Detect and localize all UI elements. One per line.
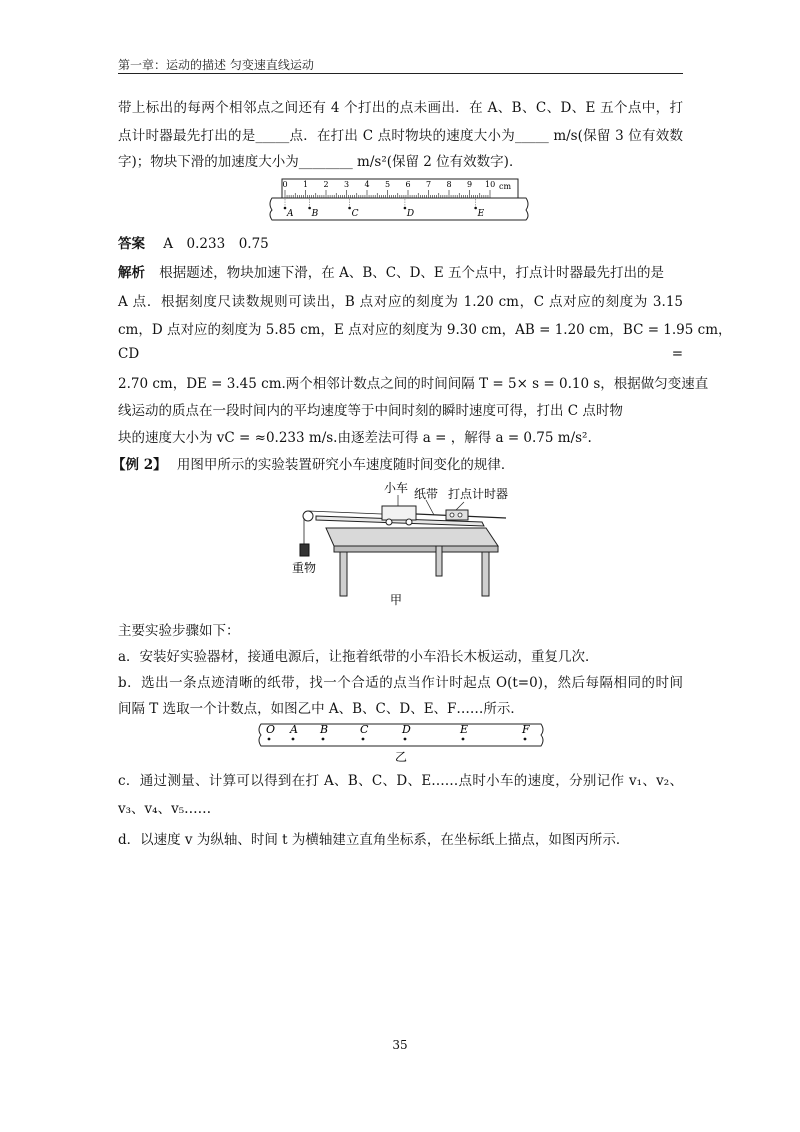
answer-line bbox=[118, 232, 683, 252]
ruler-tick-label: 6 bbox=[405, 180, 411, 189]
timer-knob bbox=[450, 513, 454, 517]
tape-point bbox=[474, 207, 477, 210]
question-line-3: 字)；物块下滑的加速度大小为________ m/s²(保留 2 位有效数字)． bbox=[118, 154, 523, 170]
page-number: 35 bbox=[392, 1038, 408, 1052]
ruler-tick-label: 7 bbox=[426, 180, 432, 189]
step-c-line-1: c．通过测量、计算可以得到在打 A、B、C、D、E……点时小车的速度，分别记作 v₁、v₂、 bbox=[118, 773, 683, 789]
analysis-line-3: cm，D 点对应的刻度为 5.85 cm，E 点对应的刻度为 9.30 cm，AB = 1.20 cm，BC = 1.95 cm， bbox=[118, 322, 732, 338]
paper-tape bbox=[259, 724, 543, 746]
tape-label: 纸带 bbox=[414, 487, 439, 501]
weight-block bbox=[300, 544, 309, 556]
table-edge bbox=[334, 546, 498, 552]
question-line-1: 带上标出的每两个相邻点之间还有 4 个打出的点未画出．在 A、B、C、D、E 五个点中，打 bbox=[118, 100, 683, 116]
string bbox=[308, 511, 382, 514]
ruler-tick-label: 10 bbox=[485, 180, 496, 189]
count-point-label: B bbox=[320, 723, 329, 736]
tape-point-label: B bbox=[311, 209, 319, 219]
count-point-label: E bbox=[460, 723, 469, 736]
analysis-equals: = bbox=[671, 346, 683, 362]
tape-point-label: A bbox=[287, 209, 294, 219]
ruler-unit-label: cm bbox=[499, 182, 512, 191]
step-d: d．以速度 v 为纵轴、时间 t 为横轴建立直角坐标系，在坐标纸上描点，如图丙所示． bbox=[118, 832, 630, 848]
analysis-text-1: 根据题述，物块加速下滑，在 A、B、C、D、E 五个点中，打点计时器最先打出的是 bbox=[159, 265, 665, 281]
table-leg bbox=[436, 546, 442, 576]
table-leg bbox=[482, 552, 489, 596]
count-point bbox=[362, 738, 365, 741]
weight-label: 重物 bbox=[292, 561, 317, 575]
table-leg bbox=[340, 552, 347, 596]
count-point-label: F bbox=[522, 723, 530, 736]
tape-point bbox=[348, 207, 351, 210]
table-top bbox=[326, 528, 498, 546]
figure-jia-caption: 甲 bbox=[390, 593, 403, 607]
analysis-line-6: 线运动的质点在一段时间内的平均速度等于中间时刻的瞬时速度可得，打出 C 点时物 bbox=[118, 403, 623, 419]
count-point bbox=[268, 738, 271, 741]
paper-tape bbox=[270, 198, 528, 220]
ruler-tick-label: 4 bbox=[364, 180, 370, 189]
example-2-line bbox=[112, 453, 677, 473]
ruler-tick-label: 8 bbox=[446, 180, 452, 189]
count-point bbox=[524, 738, 527, 741]
ruler-tick-label: 5 bbox=[385, 180, 391, 189]
apparatus-figure bbox=[286, 478, 512, 610]
step-b-line-1: b．选出一条点迹清晰的纸带，找一个合适的点当作计时起点 O(t=0)，然后每隔相同的时间 bbox=[118, 675, 683, 691]
pulley bbox=[303, 511, 313, 521]
ruler-tick-label: 3 bbox=[344, 180, 350, 189]
analysis-line-7: 块的速度大小为 vC = ≈0.233 m/s.由逐差法可得 a = ，解得 a = 0.75 m/s². bbox=[118, 430, 592, 446]
answer-values: A 0.233 0.75 bbox=[163, 236, 269, 252]
ruler-tape-figure bbox=[268, 174, 530, 222]
count-point bbox=[404, 738, 407, 741]
timer-label: 打点计时器 bbox=[448, 487, 509, 501]
cart-wheel bbox=[406, 519, 412, 525]
count-point-label: A bbox=[290, 723, 298, 736]
tape-point bbox=[284, 207, 287, 210]
ruler-tick-label: 1 bbox=[303, 180, 309, 189]
cart-body bbox=[382, 506, 416, 520]
cart-label: 小车 bbox=[384, 481, 409, 495]
analysis-line-1 bbox=[118, 261, 683, 281]
tape-point bbox=[404, 207, 407, 210]
ruler-tick-label: 9 bbox=[467, 180, 473, 189]
timer-leader bbox=[456, 502, 464, 510]
count-point bbox=[462, 738, 465, 741]
count-point-label: C bbox=[360, 723, 369, 736]
analysis-line-5: 2.70 cm，DE = 3.45 cm.两个相邻计数点之间的时间间隔 T = 5× s = 0.10 s，根据做匀变速直 bbox=[118, 376, 709, 392]
analysis-line-2: A 点．根据刻度尺读数规则可读出，B 点对应的刻度为 1.20 cm，C 点对应的刻度为 3.15 bbox=[118, 294, 683, 310]
tape-point-label: C bbox=[351, 209, 359, 219]
analysis-label: 解析 bbox=[118, 265, 145, 281]
ruler-tick-label: 2 bbox=[323, 180, 329, 189]
question-line-2: 点计时器最先打出的是_____点．在打出 C 点时物块的速度大小为_____ m/s(保留 3 位有效数 bbox=[118, 128, 683, 144]
tape-points-figure bbox=[255, 718, 547, 762]
cart-wheel bbox=[386, 519, 392, 525]
count-point bbox=[322, 738, 325, 741]
analysis-line-4 bbox=[118, 346, 683, 362]
example-2-text: 用图甲所示的实验装置研究小车速度随时间变化的规律． bbox=[176, 457, 515, 473]
header-divider bbox=[118, 73, 683, 74]
example-2-label: 【例 2】 bbox=[112, 457, 167, 473]
ruler-tick-label: 0 bbox=[282, 180, 288, 189]
count-point bbox=[292, 738, 295, 741]
answer-label: 答案 bbox=[118, 236, 145, 252]
spark-timer bbox=[446, 510, 468, 520]
count-point-label: O bbox=[266, 723, 276, 736]
analysis-cd: CD bbox=[118, 346, 140, 362]
count-point-label: D bbox=[402, 723, 411, 736]
step-b-line-2: 间隔 T 选取一个计数点，如图乙中 A、B、C、D、E、F……所示． bbox=[118, 701, 524, 717]
tape-point bbox=[308, 207, 311, 210]
step-a: a．安装好实验器材，接通电源后，让拖着纸带的小车沿长木板运动，重复几次． bbox=[118, 649, 599, 665]
tape-point-label: D bbox=[406, 209, 415, 219]
timer-knob bbox=[458, 513, 462, 517]
step-c-line-2: v₃、v₄、v₅…… bbox=[118, 801, 212, 817]
chapter-header: 第一章：运动的描述 匀变速直线运动 bbox=[118, 58, 314, 72]
tape-point-label: E bbox=[477, 209, 485, 219]
tape-leader bbox=[426, 500, 434, 515]
steps-title: 主要实验步骤如下： bbox=[118, 623, 240, 639]
figure-yi-caption: 乙 bbox=[395, 750, 408, 762]
